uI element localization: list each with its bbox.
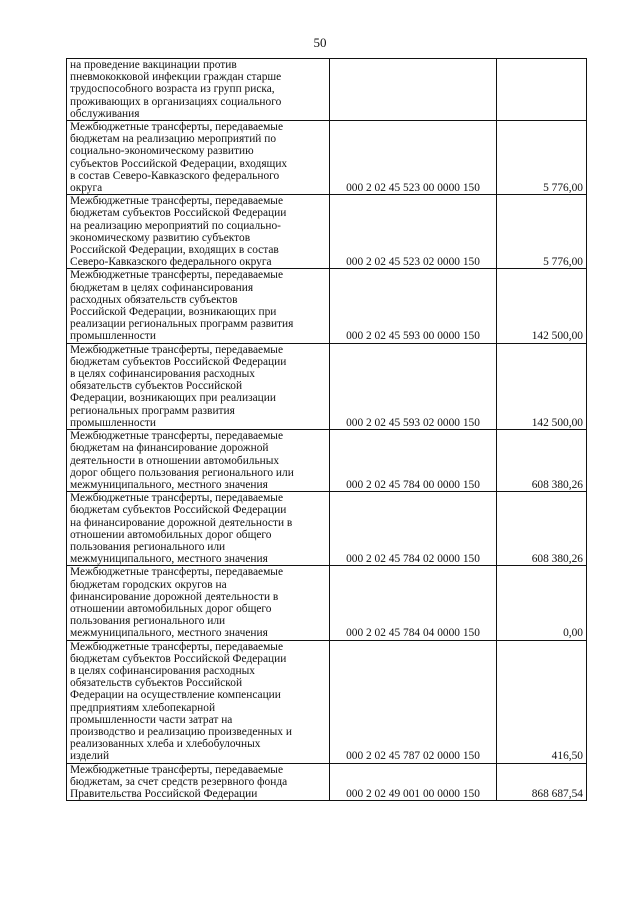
row-amount: 868 687,54 xyxy=(497,763,587,801)
description-line: Федерации на осуществление компенсации xyxy=(70,689,281,702)
description-line: дорог общего пользования регионального или xyxy=(70,466,294,479)
description-line: реализации региональных программ развития xyxy=(70,318,294,331)
description-line: на финансирование дорожной деятельности в xyxy=(70,516,293,529)
description-line: финансирование дорожной деятельности в xyxy=(70,590,279,603)
description-line: межмуниципального, местного значения xyxy=(70,478,268,491)
table-row xyxy=(67,343,587,429)
description-line: Межбюджетные трансферты, передаваемые xyxy=(70,763,284,776)
row-budget-code: 000 2 02 45 784 04 0000 150 xyxy=(330,566,497,640)
row-budget-code: 000 2 02 45 784 00 0000 150 xyxy=(330,430,497,492)
budget-table-body xyxy=(67,59,587,801)
description-line: Северо-Кавказского федерального округа xyxy=(70,256,272,269)
row-budget-code xyxy=(330,59,497,121)
description-line: проживающих в организациях социального xyxy=(70,95,282,108)
description-line: в состав Северо-Кавказского федерального xyxy=(70,169,280,182)
description-line: Межбюджетные трансферты, передаваемые xyxy=(70,430,284,443)
row-budget-code: 000 2 02 49 001 00 0000 150 xyxy=(330,763,497,801)
description-line: Межбюджетные трансферты, передаваемые xyxy=(70,343,284,356)
row-description xyxy=(67,640,330,763)
description-line: региональных программ развития xyxy=(70,404,235,417)
row-amount: 142 500,00 xyxy=(497,269,587,343)
row-description xyxy=(67,121,330,195)
table-row xyxy=(67,59,587,121)
description-line: бюджетам субъектов Российской Федерации xyxy=(70,652,287,665)
description-line: Межбюджетные трансферты, передаваемые xyxy=(70,269,284,282)
description-line: расходных обязательств субъектов xyxy=(70,293,238,306)
row-budget-code: 000 2 02 45 784 02 0000 150 xyxy=(330,492,497,566)
description-line: трудоспособного возраста из групп риска, xyxy=(70,83,275,96)
row-description xyxy=(67,492,330,566)
table-row xyxy=(67,763,587,801)
table-row xyxy=(67,492,587,566)
row-budget-code: 000 2 02 45 523 02 0000 150 xyxy=(330,195,497,269)
row-budget-code: 000 2 02 45 593 00 0000 150 xyxy=(330,269,497,343)
row-description xyxy=(67,566,330,640)
description-line: бюджетам в целях софинансирования xyxy=(70,281,254,294)
description-line: социально-экономическому развитию xyxy=(70,145,254,158)
row-amount: 5 776,00 xyxy=(497,195,587,269)
row-budget-code: 000 2 02 45 523 00 0000 150 xyxy=(330,121,497,195)
description-line: в целях софинансирования расходных xyxy=(70,664,255,677)
description-line: Межбюджетные трансферты, передаваемые xyxy=(70,121,284,134)
description-line: Российской Федерации, входящих в состав xyxy=(70,244,279,257)
description-line: промышленности xyxy=(70,330,156,343)
row-amount: 608 380,26 xyxy=(497,492,587,566)
description-line: Межбюджетные трансферты, передаваемые xyxy=(70,566,284,579)
description-line: пневмококковой инфекции граждан старше xyxy=(70,71,282,84)
description-line: пользования регионального или xyxy=(70,615,226,628)
table-row xyxy=(67,430,587,492)
description-line: промышленности части затрат на xyxy=(70,713,233,726)
description-line: Федерации, возникающих при реализации xyxy=(70,392,276,405)
description-line: промышленности xyxy=(70,416,156,429)
table-row xyxy=(67,566,587,640)
description-line: обслуживания xyxy=(70,107,140,120)
budget-table xyxy=(66,58,587,801)
table-row xyxy=(67,640,587,763)
table-row xyxy=(67,121,587,195)
description-line: бюджетам на реализацию мероприятий по xyxy=(70,133,277,146)
description-line: на реализацию мероприятий по социально- xyxy=(70,219,281,232)
description-line: межмуниципального, местного значения xyxy=(70,553,268,566)
description-line: бюджетам субъектов Российской Федерации xyxy=(70,355,287,368)
description-line: бюджетам субъектов Российской Федерации xyxy=(70,207,287,220)
row-amount xyxy=(497,59,587,121)
description-line: экономическому развитию субъектов xyxy=(70,231,251,244)
row-amount: 416,50 xyxy=(497,640,587,763)
row-description xyxy=(67,343,330,429)
description-line: реализованных хлеба и хлебобулочных xyxy=(70,738,261,751)
row-amount: 5 776,00 xyxy=(497,121,587,195)
row-description xyxy=(67,269,330,343)
row-amount: 142 500,00 xyxy=(497,343,587,429)
row-amount: 0,00 xyxy=(497,566,587,640)
description-line: Межбюджетные трансферты, передаваемые xyxy=(70,492,284,505)
description-line: бюджетам, за счет средств резервного фонда xyxy=(70,775,288,788)
row-budget-code: 000 2 02 45 787 02 0000 150 xyxy=(330,640,497,763)
description-line: межмуниципального, местного значения xyxy=(70,627,268,640)
table-row xyxy=(67,269,587,343)
row-description xyxy=(67,195,330,269)
description-line: субъектов Российской Федерации, входящих xyxy=(70,157,288,170)
row-description xyxy=(67,430,330,492)
description-line: Межбюджетные трансферты, передаваемые xyxy=(70,195,284,208)
description-line: отношении автомобильных дорог общего xyxy=(70,528,272,541)
description-line: на проведение вакцинации против xyxy=(70,59,237,71)
row-amount: 608 380,26 xyxy=(497,430,587,492)
description-line: Правительства Российской Федерации xyxy=(70,787,258,800)
description-line: пользования регионального или xyxy=(70,540,226,553)
description-line: изделий xyxy=(70,750,110,763)
description-line: Российской Федерации, возникающих при xyxy=(70,306,277,319)
description-line: производство и реализацию произведенных и xyxy=(70,725,292,738)
row-description xyxy=(67,763,330,801)
page-number: 50 xyxy=(313,35,327,50)
description-line: предприятиям хлебопекарной xyxy=(70,701,216,714)
row-description xyxy=(67,59,330,121)
description-line: бюджетам городских округов на xyxy=(70,578,227,591)
table-row xyxy=(67,195,587,269)
description-line: отношении автомобильных дорог общего xyxy=(70,602,272,615)
description-line: деятельности в отношении автомобильных xyxy=(70,454,280,467)
description-line: округа xyxy=(70,182,103,195)
description-line: бюджетам на финансирование дорожной xyxy=(70,442,269,455)
description-line: обязательств субъектов Российской xyxy=(70,380,243,393)
description-line: Межбюджетные трансферты, передаваемые xyxy=(70,640,284,653)
description-line: в целях софинансирования расходных xyxy=(70,368,255,381)
description-line: бюджетам субъектов Российской Федерации xyxy=(70,504,287,517)
row-budget-code: 000 2 02 45 593 02 0000 150 xyxy=(330,343,497,429)
description-line: обязательств субъектов Российской xyxy=(70,677,243,690)
